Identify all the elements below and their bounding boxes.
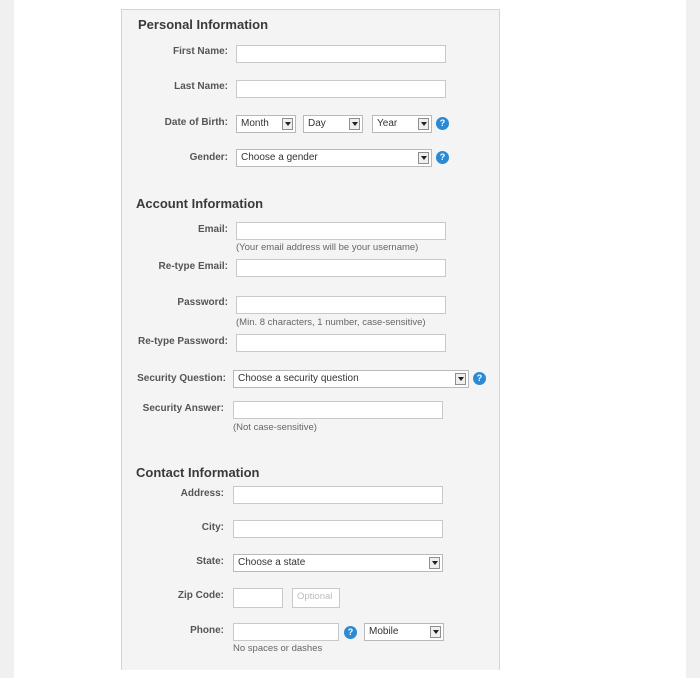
phone-type-value: Mobile [369,626,399,637]
account-info-heading: Account Information [136,196,264,211]
gender-label: Gender: [189,152,228,163]
security-answer-input[interactable] [233,401,443,419]
chevron-down-icon [282,118,293,130]
chevron-down-icon [418,152,429,164]
gender-select[interactable] [236,149,432,167]
last-name-label: Last Name: [174,81,228,92]
left-margin-strip [0,0,14,678]
chevron-down-icon [429,557,440,569]
dob-label: Date of Birth: [164,117,228,128]
help-icon[interactable]: ? [436,151,449,164]
dob-year-select[interactable] [372,115,432,133]
dob-month-value: Month [241,118,269,129]
state-value: Choose a state [238,557,306,568]
address-label: Address: [180,488,224,499]
personal-info-heading: Personal Information [138,17,269,32]
password-input[interactable] [236,296,446,314]
gender-value: Choose a gender [241,152,318,163]
state-label: State: [196,556,224,567]
zip-code-optional-input[interactable]: Optional [292,588,340,608]
city-label: City: [201,522,224,533]
chevron-down-icon [455,373,466,385]
password-label: Password: [177,297,228,308]
retype-email-label: Re-type Email: [158,261,228,272]
first-name-label: First Name: [172,46,228,57]
city-input[interactable] [233,520,443,538]
retype-password-input[interactable] [236,334,446,352]
last-name-input[interactable] [236,80,446,98]
security-question-select[interactable] [233,370,469,388]
right-margin-strip [686,0,700,678]
zip-code-label: Zip Code: [177,590,224,601]
contact-info-heading: Contact Information [136,465,260,480]
phone-input[interactable] [233,623,339,641]
email-input[interactable] [236,222,446,240]
email-hint: (Your email address will be your username) [236,242,419,253]
chevron-down-icon [430,626,441,638]
help-icon[interactable]: ? [344,626,357,639]
email-label: Email: [197,224,228,235]
dob-day-select[interactable] [303,115,363,133]
zip-code-input[interactable] [233,588,283,608]
dob-year-value: Year [377,118,398,129]
help-icon[interactable]: ? [473,372,486,385]
dob-month-select[interactable] [236,115,296,133]
security-answer-hint: (Not case-sensitive) [233,422,317,433]
password-hint: (Min. 8 characters, 1 number, case-sensitive) [236,317,426,328]
help-icon[interactable]: ? [436,117,449,130]
chevron-down-icon [349,118,360,130]
retype-password-label: Re-type Password: [137,336,228,347]
chevron-down-icon [418,118,429,130]
address-input[interactable] [233,486,443,504]
security-answer-label: Security Answer: [142,403,224,414]
phone-hint: No spaces or dashes [233,643,323,654]
security-question-label: Security Question: [137,373,226,384]
first-name-input[interactable] [236,45,446,63]
phone-type-select[interactable] [364,623,444,641]
phone-label: Phone: [190,625,224,636]
dob-day-value: Day [308,118,326,129]
state-select[interactable] [233,554,443,572]
security-question-value: Choose a security question [238,373,359,384]
retype-email-input[interactable] [236,259,446,277]
